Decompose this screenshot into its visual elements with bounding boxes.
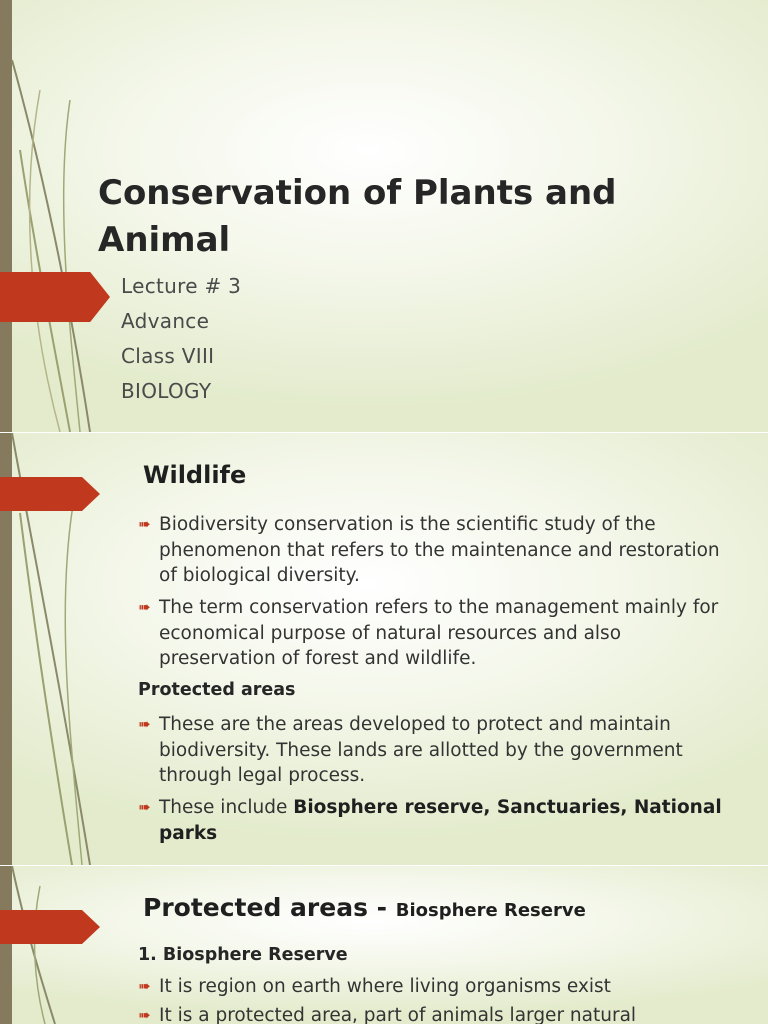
slide-heading: Protected areas - Biosphere Reserve — [143, 893, 586, 922]
subtitle-line: Lecture # 3 — [121, 274, 242, 298]
slide-biosphere-reserve — [0, 866, 768, 1024]
section-label: Protected areas — [138, 680, 296, 700]
accent-arrow-tab — [0, 477, 100, 511]
arrow-right-bullet-icon: ➠ — [138, 1006, 151, 1024]
arrow-right-bullet-icon: ➠ — [138, 798, 151, 816]
bullet-item: ➠ The term conservation refers to the management mainly for economical purpose of natural resources and also preservation of forest and wildlife. — [138, 597, 719, 669]
subtitle-line: Class VIII — [121, 344, 215, 368]
decorative-curves — [0, 866, 120, 1024]
section-label: 1. Biosphere Reserve — [138, 945, 348, 965]
bold-protected-types: Biosphere reserve, Sanctuaries, National parks — [159, 797, 722, 844]
slide-title-text: Conservation of Plants and Animal — [98, 173, 617, 260]
arrow-right-bullet-icon: ➠ — [138, 515, 151, 533]
accent-arrow-tab — [0, 272, 110, 322]
bullet-item: ➠ It is region on earth where living organisms exist — [138, 974, 738, 1000]
slide-wildlife — [0, 433, 768, 865]
bullet-item: ➠ These include Biosphere reserve, Sanctuaries, National parks — [138, 797, 722, 844]
bullet-item: ➠ It is a protected area, part of animals larger natural — [138, 1003, 738, 1024]
arrow-right-bullet-icon: ➠ — [138, 715, 151, 733]
bullet-item: ➠ Biodiversity conservation is the scientific study of the phenomenon that refers to the maintenance and restoration of biological diversity. — [138, 514, 720, 586]
subtitle-line: BIOLOGY — [121, 379, 212, 403]
arrow-right-bullet-icon: ➠ — [138, 598, 151, 616]
slide-title — [0, 0, 768, 432]
arrow-right-bullet-icon: ➠ — [138, 977, 151, 995]
subtitle-line: Advance — [121, 309, 210, 333]
slide-heading: Wildlife — [143, 461, 247, 489]
accent-arrow-tab — [0, 910, 100, 944]
bullet-item: ➠ These are the areas developed to protect and maintain biodiversity. These lands are allotted by the government through legal process. — [138, 714, 683, 786]
